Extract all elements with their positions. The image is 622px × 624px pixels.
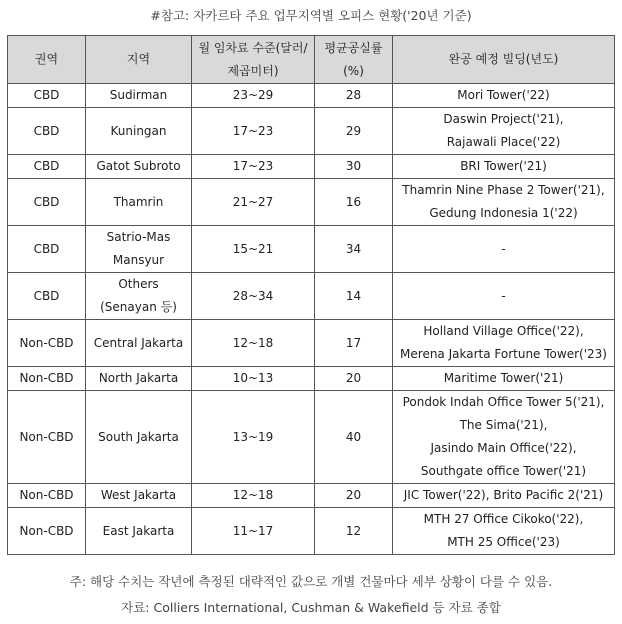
building-line: Daswin Project('21), [443,112,564,126]
cell-area [86,226,192,273]
header-line: 공실률(%) [343,40,383,78]
cell-area [86,155,192,179]
header-vacancy [315,36,393,84]
header-rent [192,36,315,84]
cell-region: CBD [8,226,86,273]
area-line: Central Jakarta [93,335,184,350]
table-row [8,273,615,320]
building-line: Pondok Indah Office Tower 5('21), [402,395,605,409]
table-row [8,391,615,484]
cell-buildings [393,179,615,226]
table-body [8,84,615,555]
cell-region: CBD [8,179,86,226]
building-line: MTH 25 Office('23) [447,535,560,549]
area-line: East Jakarta [102,523,175,538]
cell-area [86,484,192,508]
building-line: BRI Tower('21) [460,159,547,173]
area-line: Satrio-Mas [106,230,171,244]
table-row [8,508,615,555]
cell-region: Non-CBD [8,484,86,508]
building-line: Mori Tower('22) [457,88,550,102]
area-line: South Jakarta [98,429,179,444]
office-status-table [7,35,615,555]
cell-rent: 10~13 [192,367,315,391]
header-line: 완공 예정 빌딩(년도) [448,52,559,66]
cell-buildings [393,484,615,508]
building-line: - [501,241,506,256]
header-line: 지역 [126,52,151,66]
cell-rent: 23~29 [192,84,315,108]
cell-buildings [393,367,615,391]
cell-vacancy: 17 [315,320,393,367]
cell-rent: 21~27 [192,179,315,226]
cell-buildings [393,508,615,555]
table-row [8,226,615,273]
cell-vacancy: 20 [315,484,393,508]
cell-buildings [393,84,615,108]
area-line: Gatot Subroto [96,159,181,173]
table-row [8,84,615,108]
header-line: 월 임차료 수준 [198,40,276,55]
cell-buildings [393,226,615,273]
table-row [8,155,615,179]
cell-rent: 12~18 [192,320,315,367]
cell-region: CBD [8,84,86,108]
cell-area [86,391,192,484]
cell-buildings [393,155,615,179]
cell-area [86,508,192,555]
cell-rent: 15~21 [192,226,315,273]
area-line: (Senayan 등) [100,300,177,314]
table-row [8,484,615,508]
cell-vacancy: 16 [315,179,393,226]
building-line: - [501,288,506,303]
cell-vacancy: 14 [315,273,393,320]
source-note: 자료: Colliers International, Cushman & Wakefield 등 자료 종합 [121,600,501,615]
building-line: Gedung Indonesia 1('22) [429,206,578,220]
table-header [8,36,615,84]
area-line: North Jakarta [98,371,179,385]
area-line: Others [118,277,159,291]
header-line: 평균 [324,40,348,55]
cell-vacancy: 12 [315,508,393,555]
cell-area [86,179,192,226]
cell-rent: 12~18 [192,484,315,508]
cell-rent: 11~17 [192,508,315,555]
header-area [86,36,192,84]
building-line: Jasindo Main Office('22), [430,441,577,455]
building-line: Southgate office Tower('21) [420,464,587,478]
cell-vacancy: 29 [315,108,393,155]
building-line: Merena Jakarta Fortune Tower('23) [400,347,607,361]
cell-region: Non-CBD [8,367,86,391]
cell-rent: 28~34 [192,273,315,320]
cell-rent: 13~19 [192,391,315,484]
cell-buildings [393,108,615,155]
cell-vacancy: 34 [315,226,393,273]
area-line: Thamrin [113,194,164,209]
cell-region: Non-CBD [8,320,86,367]
header-buildings [393,36,615,84]
table-caption: #참고: 자카르타 주요 업무지역별 오피스 현황('20년 기준) [150,8,472,23]
cell-area [86,84,192,108]
cell-region: Non-CBD [8,508,86,555]
building-line: Rajawali Place('22) [446,135,561,149]
cell-buildings [393,273,615,320]
building-line: Thamrin Nine Phase 2 Tower('21), [402,183,605,197]
table-row [8,367,615,391]
building-line: The Sima('21), [459,418,548,432]
cell-area [86,320,192,367]
cell-rent: 17~23 [192,155,315,179]
building-line: MTH 27 Office Cikoko('22), [423,512,584,526]
cell-vacancy: 40 [315,391,393,484]
cell-vacancy: 28 [315,84,393,108]
cell-area [86,108,192,155]
header-line: (달러/제곱미터) [227,40,308,78]
cell-rent: 17~23 [192,108,315,155]
table-row [8,320,615,367]
cell-region: CBD [8,273,86,320]
footnote: 주: 해당 수치는 작년에 측정된 대략적인 값으로 개별 건물마다 세부 상황이 다를 수 있음. [69,574,553,589]
building-line: JIC Tower('22), Brito Pacific 2('21) [403,488,604,502]
cell-buildings [393,391,615,484]
cell-vacancy: 20 [315,367,393,391]
area-line: Mansyur [112,253,165,267]
area-line: West Jakarta [100,488,177,502]
area-line: Sudirman [109,88,168,102]
building-line: Holland Village Office('22), [423,324,584,338]
table-row [8,179,615,226]
table-row [8,108,615,155]
header-line: 권역 [34,52,59,66]
header-region [8,36,86,84]
cell-region: CBD [8,155,86,179]
cell-area [86,367,192,391]
cell-vacancy: 30 [315,155,393,179]
cell-buildings [393,320,615,367]
area-line: Kuningan [110,123,167,138]
cell-area [86,273,192,320]
header-row [8,36,615,84]
cell-region: CBD [8,108,86,155]
cell-region: Non-CBD [8,391,86,484]
building-line: Maritime Tower('21) [443,371,564,385]
